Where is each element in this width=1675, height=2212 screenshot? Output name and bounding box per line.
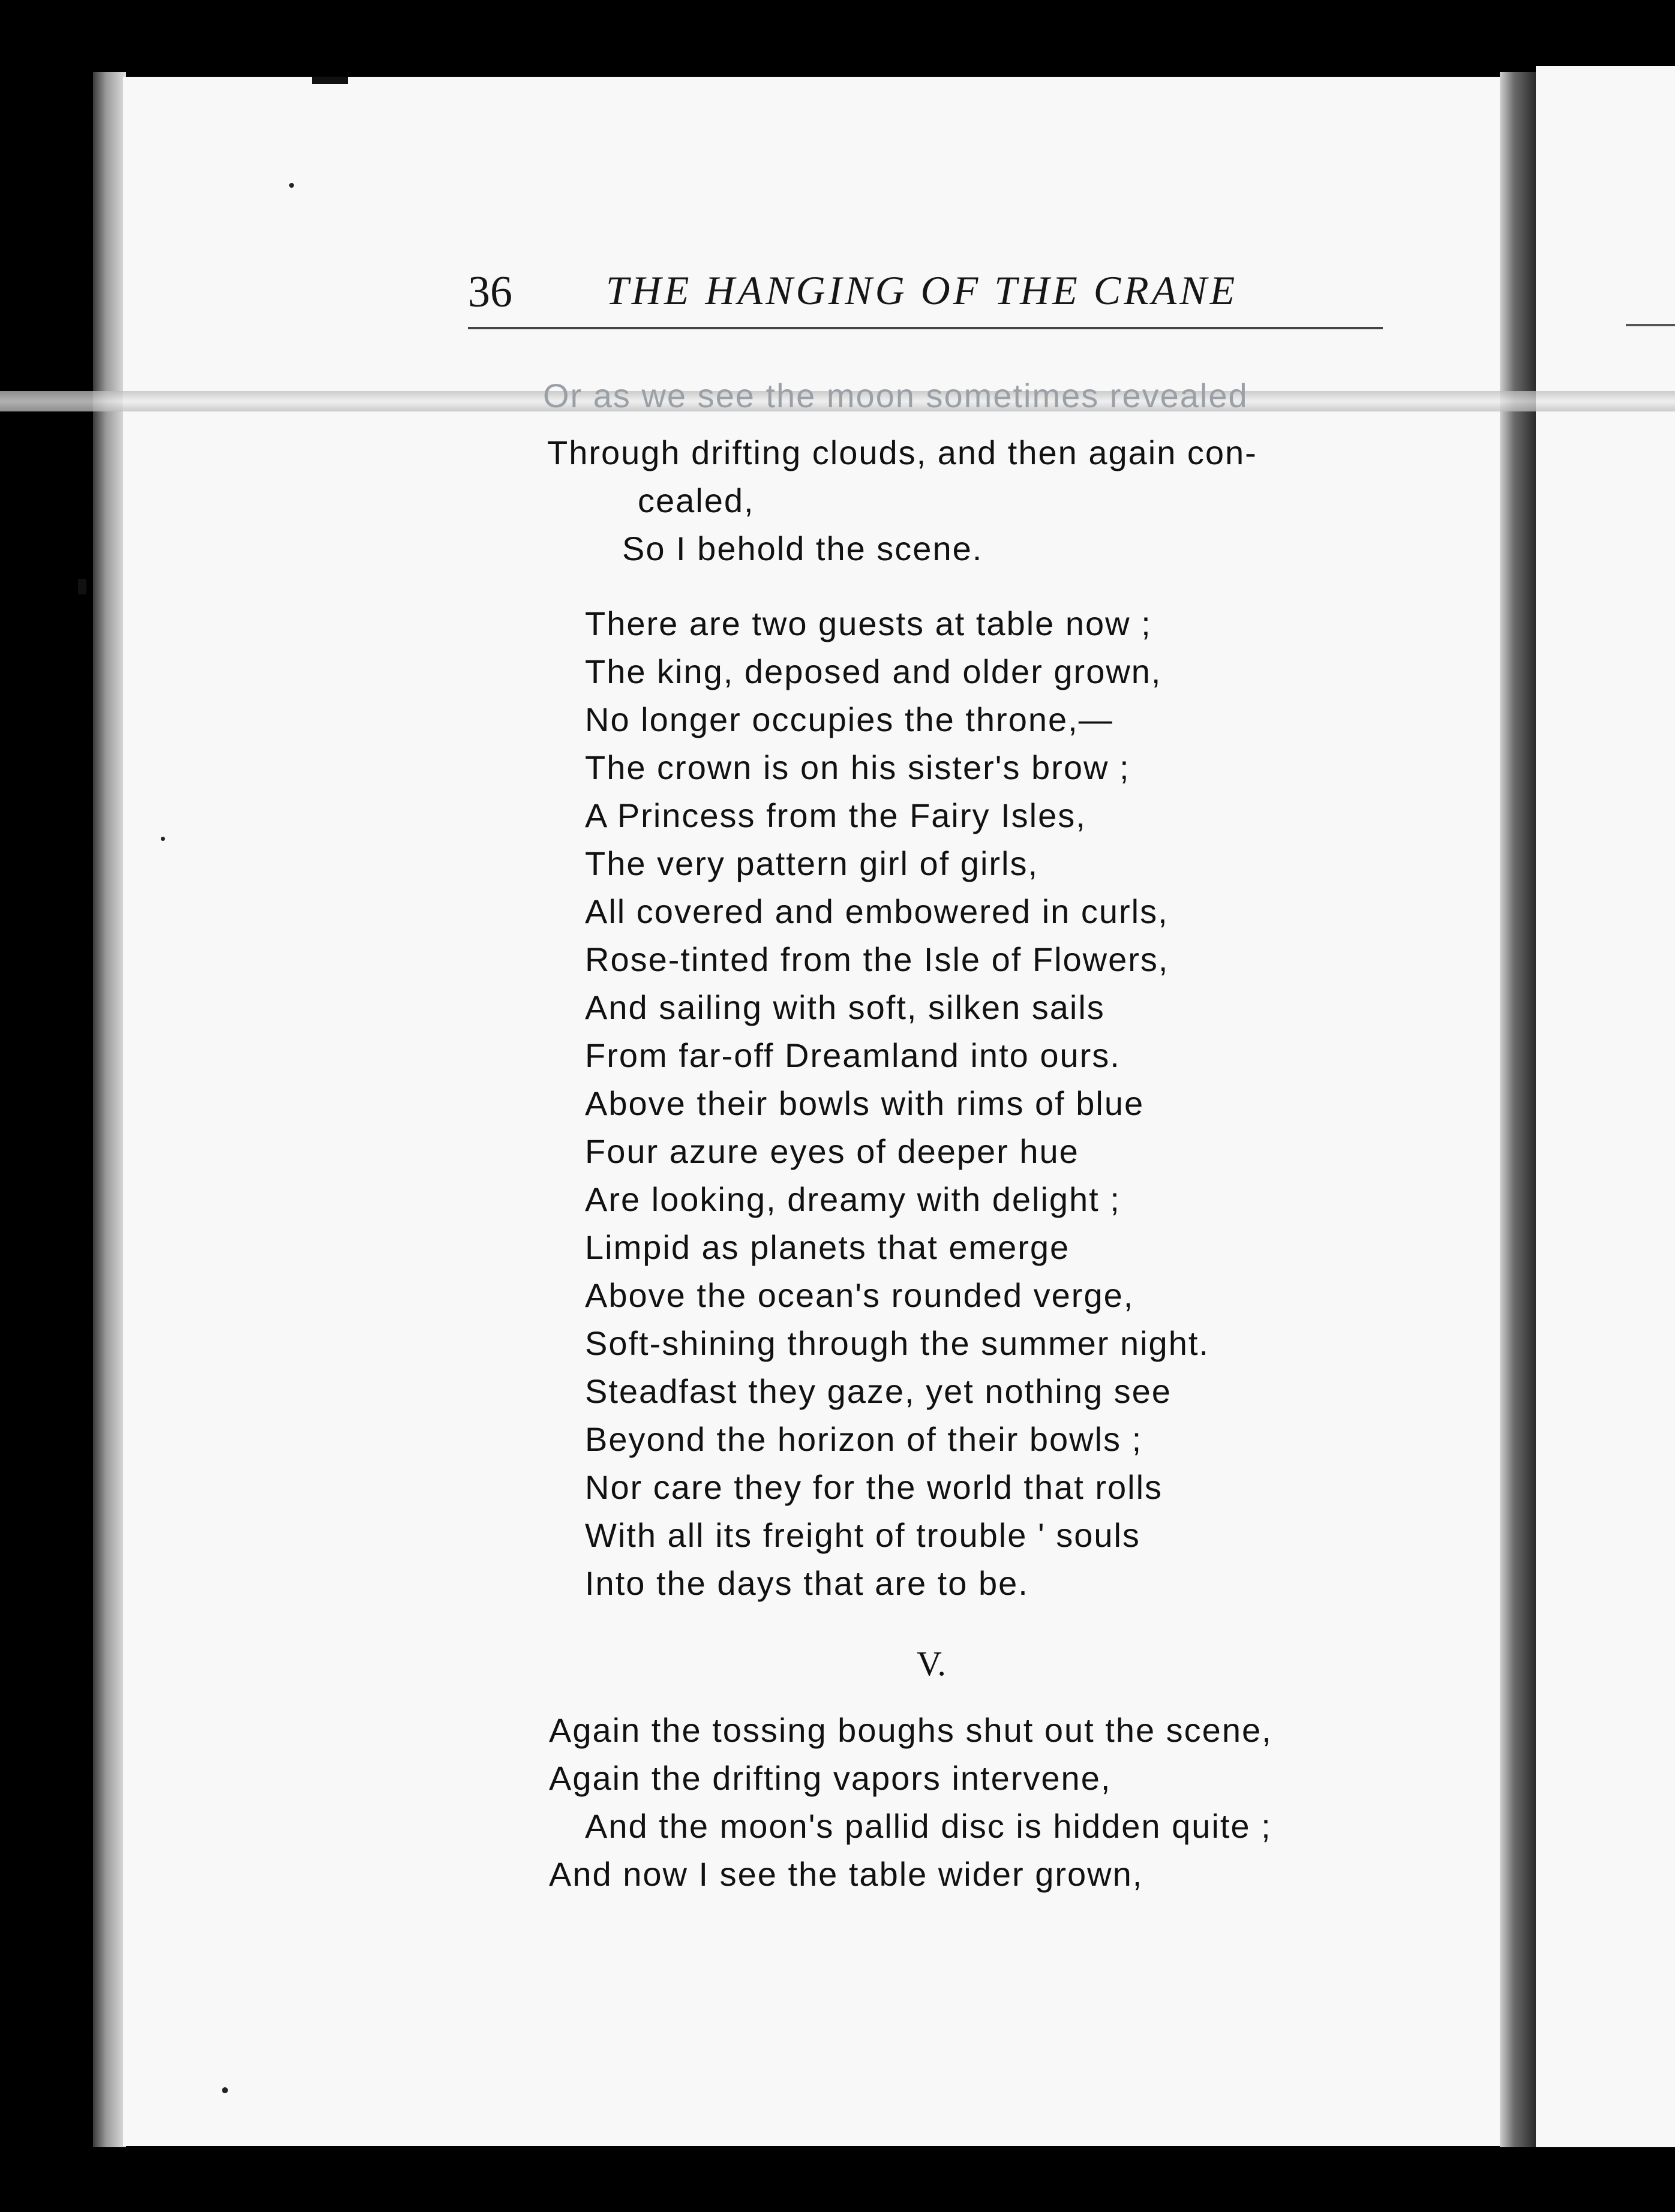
poem-line: Into the days that are to be. <box>585 1564 1029 1602</box>
running-header <box>468 267 1380 321</box>
poem-line: So I behold the scene. <box>622 530 983 567</box>
scan-mark <box>78 579 86 594</box>
page-number: 36 <box>468 268 512 317</box>
poem-line: Again the tossing boughs shut out the scene, <box>549 1711 1272 1749</box>
running-title: THE HANGING OF THE CRANE <box>606 268 1238 313</box>
poem-line: Rose-tinted from the Isle of Flowers, <box>585 940 1169 978</box>
poem-line: From far-off Dreamland into ours. <box>585 1036 1121 1074</box>
poem-line: Soft-shining through the summer night. <box>585 1324 1209 1362</box>
section-heading: V. <box>917 1644 946 1683</box>
poem-line: With all its freight of trouble ' souls <box>585 1516 1140 1554</box>
poem-line: Again the drifting vapors intervene, <box>549 1759 1112 1797</box>
scan-mark <box>312 77 348 84</box>
poem-line: Nor care they for the world that rolls <box>585 1468 1163 1506</box>
poem-line: The crown is on his sister's brow ; <box>585 749 1130 786</box>
poem-line: And the moon's pallid disc is hidden quite ; <box>585 1807 1272 1845</box>
facing-page <box>1536 66 1675 2147</box>
left-page-edge <box>93 72 126 2147</box>
poem-line: The very pattern girl of girls, <box>585 844 1039 882</box>
header-rule <box>468 327 1383 329</box>
poem-line: All covered and embowered in curls, <box>585 892 1169 930</box>
poem-line: cealed, <box>638 482 755 519</box>
poem-line: Limpid as planets that emerge <box>585 1228 1070 1266</box>
poem-line: And sailing with soft, silken sails <box>585 988 1105 1026</box>
poem-line: There are two guests at table now ; <box>585 605 1152 642</box>
poem-line: And now I see the table wider grown, <box>549 1855 1143 1893</box>
poem-line: Are looking, dreamy with delight ; <box>585 1180 1121 1218</box>
scan-speck <box>222 2087 228 2093</box>
facing-page-rule <box>1626 324 1675 326</box>
poem-line: Beyond the horizon of their bowls ; <box>585 1420 1143 1458</box>
poem-line: No longer occupies the throne,— <box>585 701 1113 738</box>
poem-line: Steadfast they gaze, yet nothing see <box>585 1372 1172 1410</box>
right-page-edge <box>1500 72 1536 2147</box>
poem-line: Four azure eyes of deeper hue <box>585 1132 1079 1170</box>
poem-line: Above the ocean's rounded verge, <box>585 1276 1134 1314</box>
scan-speck <box>289 183 294 188</box>
poem-cut-line: Or as we see the moon sometimes revealed <box>543 377 1248 414</box>
scan-speck <box>161 837 165 841</box>
poem-line: Above their bowls with rims of blue <box>585 1084 1145 1122</box>
poem-line: Through drifting clouds, and then again con- <box>547 434 1257 471</box>
poem-line: The king, deposed and older grown, <box>585 653 1162 690</box>
poem-line: A Princess from the Fairy Isles, <box>585 797 1086 834</box>
